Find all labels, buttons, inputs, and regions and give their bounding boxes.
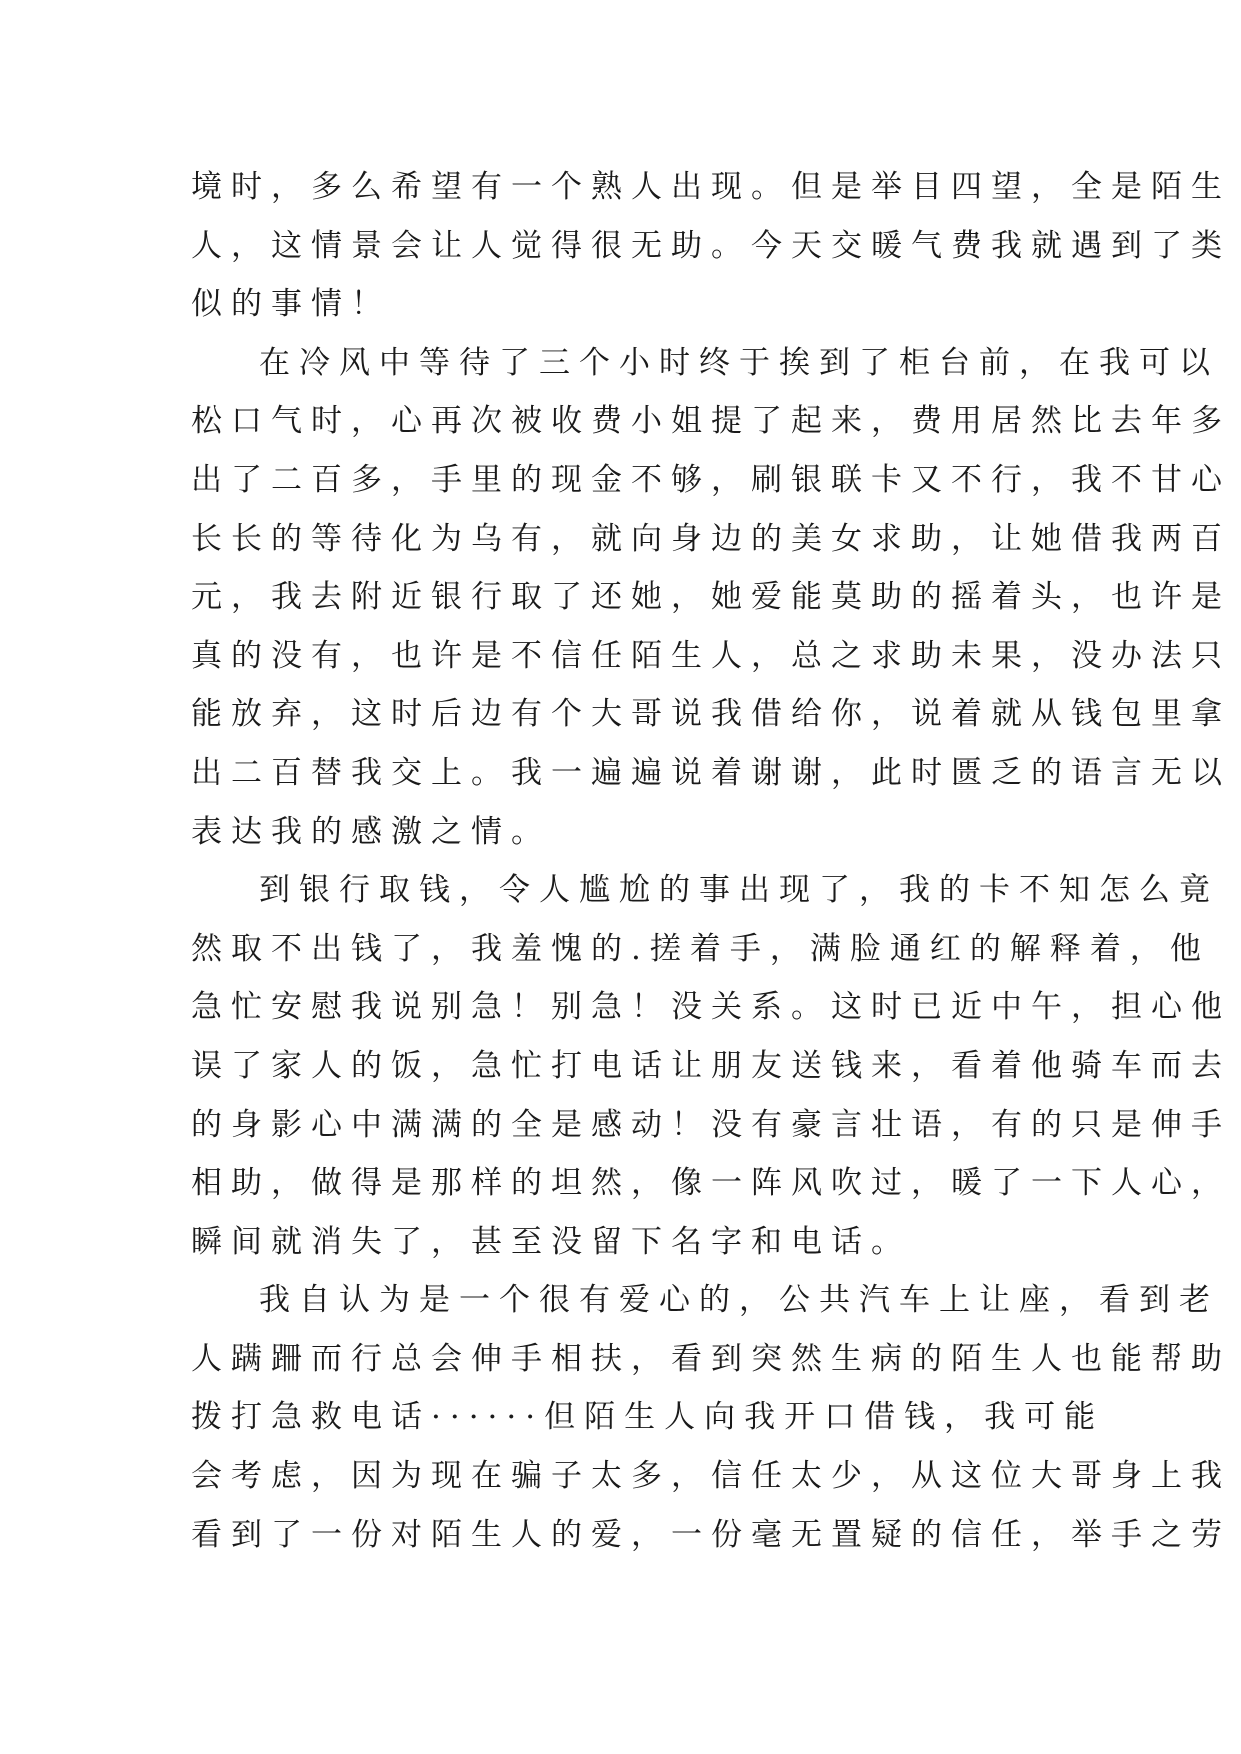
text-line: 看到了一份对陌生人的爱，一份毫无置疑的信任，举手之劳 xyxy=(191,1516,1231,1553)
text-line: 急忙安慰我说别急！别急！没关系。这时已近中午，担心他 xyxy=(191,989,1231,1026)
text-line: 真的没有，也许是不信任陌生人，总之求助未果，没办法只 xyxy=(191,637,1231,674)
text-line: 在冷风中等待了三个小时终于挨到了柜台前，在我可以 xyxy=(259,344,1219,381)
text-line: 到银行取钱，令人尴尬的事出现了，我的卡不知怎么竟 xyxy=(259,872,1219,909)
text-line: 境时，多么希望有一个熟人出现。但是举目四望，全是陌生 xyxy=(191,169,1231,205)
text-line: 似的事情！ xyxy=(191,286,391,323)
text-line: 的身影心中满满的全是感动！没有豪言壮语，有的只是伸手 xyxy=(191,1106,1231,1143)
text-line: 出了二百多，手里的现金不够，刷银联卡又不行，我不甘心 xyxy=(191,461,1231,498)
text-line: 出二百替我交上。我一遍遍说着谢谢，此时匮乏的语言无以 xyxy=(191,754,1231,791)
text-line: 然取不出钱了，我羞愧的.搓着手，满脸通红的解释着，他 xyxy=(191,930,1210,967)
text-line: 松口气时，心再次被收费小姐提了起来，费用居然比去年多 xyxy=(191,403,1231,440)
text-line: 误了家人的饭，急忙打电话让朋友送钱来，看着他骑车而去 xyxy=(191,1047,1231,1084)
paragraph xyxy=(191,861,1231,1271)
paragraph xyxy=(191,334,1231,861)
document-body xyxy=(191,158,1231,1564)
text-line: 人，这情景会让人觉得很无助。今天交暖气费我就遇到了类 xyxy=(191,227,1231,264)
text-line: 元，我去附近银行取了还她，她爱能莫助的摇着头，也许是 xyxy=(191,579,1231,616)
text-line: 相助，做得是那样的坦然，像一阵风吹过，暖了一下人心， xyxy=(191,1165,1231,1202)
paragraph xyxy=(191,158,1231,334)
paragraph xyxy=(191,1271,1231,1564)
text-line: 人蹒跚而行总会伸手相扶，看到突然生病的陌生人也能帮助 xyxy=(191,1340,1231,1377)
text-line: 表达我的感激之情。 xyxy=(191,813,551,850)
text-line: 我自认为是一个很有爱心的，公共汽车上让座，看到老 xyxy=(259,1282,1219,1319)
text-line: 长长的等待化为乌有，就向身边的美女求助，让她借我两百 xyxy=(191,520,1231,557)
text-line: 会考虑，因为现在骗子太多，信任太少，从这位大哥身上我 xyxy=(191,1458,1231,1495)
text-line: 瞬间就消失了，甚至没留下名字和电话。 xyxy=(191,1223,911,1260)
text-line: 能放弃，这时后边有个大哥说我借给你，说着就从钱包里拿 xyxy=(191,696,1231,733)
text-line: 拨打急救电话······但陌生人向我开口借钱，我可能 xyxy=(191,1399,1105,1436)
